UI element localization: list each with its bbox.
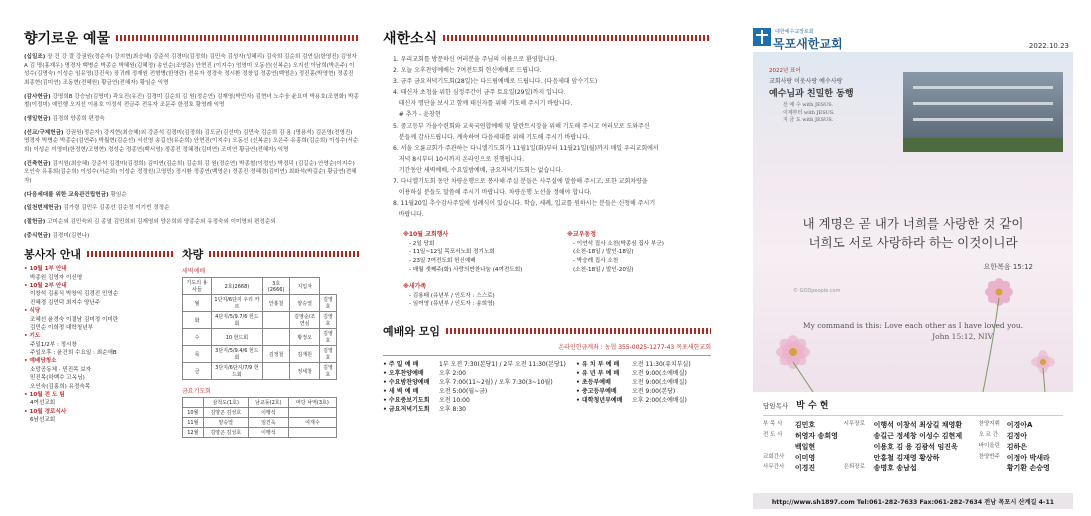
table-header-cell: 3호(2666) xyxy=(262,278,290,295)
offering-head: (선교/구제헌금) xyxy=(24,129,64,136)
staff-cell: 이행석 이창석 최상길 채영환 xyxy=(873,421,963,429)
servant-label: • 10월 전 도 팀 xyxy=(24,392,65,399)
table-cell xyxy=(288,428,336,438)
vehicle-title xyxy=(182,246,359,262)
worship-row xyxy=(576,360,711,369)
table-cell: 목 xyxy=(183,346,212,363)
offering-section xyxy=(24,129,359,155)
servant-line: 김민순 이희정 대학청년부 xyxy=(30,324,93,331)
table-cell: 김영호 xyxy=(319,329,336,346)
servant-item xyxy=(24,265,174,282)
servants-box xyxy=(24,246,174,438)
news-item: 분들께 감사드립니다. 계속하여 다음세대를 위해 기도해 주시기 바랍니다. xyxy=(393,133,590,141)
worship-row xyxy=(383,369,568,378)
year-theme-label: 2022년 표어 xyxy=(769,68,801,74)
offering-section xyxy=(24,204,359,213)
theme-line-1: 교회사랑 이웃사랑 예수사랑 xyxy=(769,78,843,85)
members-news-title: ※교우동정 xyxy=(567,231,597,239)
table-cell: 3단지/6단지/7/9 헌드회 xyxy=(212,363,263,380)
offerings-title-text: 향기로운 예물 xyxy=(24,31,111,47)
table-cell: 12월 xyxy=(183,428,204,438)
worship-name: • 수요중보기도회 xyxy=(383,396,430,404)
offering-list xyxy=(24,53,359,240)
worship-name: • 유 년 부 예 배 xyxy=(576,369,620,377)
staff-cell xyxy=(844,453,874,464)
table-row xyxy=(183,363,337,380)
title-rule xyxy=(209,251,359,257)
worship-time: 오후 2:00 xyxy=(439,369,466,377)
table-row xyxy=(183,329,337,346)
table-cell: 10월 xyxy=(183,408,204,418)
servant-item xyxy=(24,391,174,408)
worship-time: 오전 11:30(유치부실) xyxy=(632,360,691,368)
worship-name: • 새 벽 예 배 xyxy=(383,387,419,395)
worship-title-text: 예배와 모임 xyxy=(383,324,440,338)
column-news xyxy=(373,0,725,516)
staff-box xyxy=(753,392,1073,487)
news-item: 6. 서울 오륜교회가 주관하는 다니엘기도회가 11월1일(화)부터 11월21일(월)까지 매일 우리교회에서 xyxy=(393,144,659,152)
worship-time: 오후 7:00(11~2월) / 오후 7:30(3~10월) xyxy=(439,378,553,386)
staff-cell: 황기환 손승영 xyxy=(1006,464,1050,473)
servant-line: 이창석 김용식 박창익 김경진 민영순 xyxy=(30,291,119,298)
table-cell: 김정철 xyxy=(262,346,290,363)
theme-english xyxy=(783,102,835,125)
event-line: (소천-18일 / 발인-20일) xyxy=(573,266,634,273)
theme-line-2: 예수님과 친밀한 동행 xyxy=(769,89,854,99)
offering-text: 강명희B 강승남(김명미) 곽요진(유진) 김경미 김순희 김 원(정순연) 김재영(박민자) 김현녀 노수웅 윤요미 박용호(조현화) 박종철(이정미) 예민행 오지선 이용호 이정석 전금주 전유자 조문주 한정호 황영례 익명 xyxy=(24,93,359,109)
servant-line: 6남선교회 xyxy=(30,417,56,424)
servants-title xyxy=(24,246,174,262)
table-header-cell: 기도의 용사들 xyxy=(183,278,212,295)
staff-cell: 백일현 xyxy=(794,442,816,451)
contact-footer: http://www.sh1897.com Tel:061-282-7633 Fax:061-282-7634 전남 목포시 산계길 4-11 xyxy=(753,493,1073,509)
title-rule xyxy=(87,251,174,257)
servant-item xyxy=(24,408,174,425)
staff-row xyxy=(763,453,1063,464)
worship-time: 오전 5:00(월~금) xyxy=(439,387,488,395)
title-rule xyxy=(443,35,711,41)
worship-name: • 유 치 부 예 배 xyxy=(576,360,620,368)
worship-name: • 중고등부예배 xyxy=(576,387,617,395)
verse-english xyxy=(753,320,1073,343)
worship-row xyxy=(576,378,711,387)
worship-left xyxy=(383,360,568,414)
servant-label: • 기도 xyxy=(24,333,41,340)
table-row xyxy=(183,295,337,312)
staff-cell: 이경아A xyxy=(1006,421,1033,429)
news-item: 태신자 명단을 보시고 함께 태신자를 위해 기도해 주시기 바랍니다. xyxy=(393,100,573,108)
worship-time: 오전 9:00(소예배실) xyxy=(632,369,687,377)
staff-cell: 바이올린 xyxy=(978,442,1000,449)
news-title-text: 새한소식 xyxy=(383,31,438,47)
table-cell: 화 xyxy=(183,312,212,329)
title-rule xyxy=(446,328,711,334)
verse-kr-line-1: 내 계명은 곧 내가 너희를 사랑한 것 같이 xyxy=(802,216,1024,231)
table-row xyxy=(183,428,337,438)
church-events-title: ※10월 교회행사 xyxy=(403,231,449,239)
pastor-name: 박 수 현 xyxy=(796,401,829,411)
church-building-image xyxy=(903,72,1063,152)
offering-head: (중식헌금) xyxy=(24,232,51,239)
news-item: 4. 태신자 초청을 위한 심정주간이 금주 토요일(29일)까지 입니다. xyxy=(393,89,566,97)
staff-cell: 사무간사 xyxy=(763,464,785,471)
offering-head: (십일조) xyxy=(24,54,46,60)
staff-cell: 허영자 송희영 xyxy=(794,431,838,440)
event-line: - 임여영 (유년부 / 인도자 : 송희영) xyxy=(409,301,495,308)
church-name: 목포새한교회 xyxy=(773,37,843,51)
staff-cell: 전 도 사 xyxy=(763,431,783,438)
vehicle-box xyxy=(182,246,359,438)
watermark: © GODpeople.com xyxy=(793,288,841,294)
offering-head: (생일헌금) xyxy=(24,115,51,122)
table-cell: 11월 xyxy=(183,418,204,428)
event-line: - 23일 7여전도회 헌신예배 xyxy=(409,258,476,265)
table-cell: 김양곤 김성호 xyxy=(203,428,248,438)
worship-name: • 대학청년부예배 xyxy=(576,396,623,404)
table-cell: 김영호 xyxy=(319,312,336,329)
servant-item xyxy=(24,357,174,391)
table-cell: 김영호 xyxy=(319,346,336,363)
flower-illustration xyxy=(753,242,1073,392)
church-events-list xyxy=(403,240,563,275)
staff-cell xyxy=(763,442,795,453)
verse-kr-line-2: 너희도 서로 사랑하라 하는 이것이니라 xyxy=(808,235,1018,251)
news-item: 2. 오늘 오후찬양예배는 7여전도회 헌신예배로 드립니다. xyxy=(393,67,542,75)
event-line: - 이연석 집사 소천(박종심 집사 부군) xyxy=(573,240,664,247)
worship-name: • 금요저녁기도회 xyxy=(383,405,430,413)
staff-cell: 오 르 간 xyxy=(978,431,999,438)
news-list xyxy=(393,54,711,220)
theme-english-line: 이제부터 with JESUS. xyxy=(783,109,835,116)
verse-en-line-1: My command is this: Love each other as I have loved you. xyxy=(802,321,1024,330)
staff-cell: 김민호 xyxy=(794,421,816,429)
event-line: (소천-18일 / 발인-18일) xyxy=(573,249,634,256)
servant-label: • 예배당청소 xyxy=(24,358,57,365)
offering-text: 김경희 양종희 편정숙 xyxy=(50,115,105,122)
staff-cell: 찬양반주 xyxy=(978,453,1000,460)
offering-text: 김가령 김민우 김종선 김순정 이기빈 정정순 xyxy=(61,205,170,212)
verse-en-ref: John 15:12, NIV xyxy=(932,332,993,342)
servant-label: • 10월 경로식사 xyxy=(24,408,67,415)
friday-subtitle: 금요기도회 xyxy=(182,388,211,396)
table-row xyxy=(183,312,337,329)
column-offerings xyxy=(0,0,373,516)
table-header-cell: 삼척도(1호) xyxy=(203,398,248,408)
servant-line: 오인숙(김홍희) 유정숙목 xyxy=(30,383,91,390)
worship-title xyxy=(383,323,711,339)
members-news-list xyxy=(567,240,711,275)
table-cell: 월 xyxy=(183,295,212,312)
servant-line: 주일1/2부 : 정시창 xyxy=(30,341,77,348)
worship-row xyxy=(576,387,711,396)
table-row xyxy=(183,418,337,428)
theme-english-line: 선 예 수 with JESUS. xyxy=(783,102,834,108)
event-line: - 매월 셋째주(화) 사랑의반찬나눔 (4여전도회) xyxy=(409,266,523,273)
staff-cell xyxy=(844,442,874,453)
dawn-subtitle: 새벽예배 xyxy=(182,268,206,276)
table-cell: 이행석 xyxy=(248,428,288,438)
table-cell: 김영순/조연심 xyxy=(290,312,320,329)
table-header-cell: 남교동(2호) xyxy=(248,398,288,408)
offering-head: (다음세대를 위한 교육관건립헌금) xyxy=(24,191,109,198)
table-header-cell: 2호(2668) xyxy=(212,278,263,295)
staff-cell: 찬양지휘 xyxy=(978,421,1000,427)
staff-cell: 부 목 사 xyxy=(763,421,783,427)
worship-row xyxy=(383,396,568,405)
offering-text: 김지원(최승혜) 강준석 김경미(김정희) 김미연(김순희) 김순희 김 원(정순연) 박종철(이정인) 박정덕 (김길순) 안영순(이지수) 오인숙 유홍희(김순희) 이성수(서순희) 이성순 정정원(고영민) 정시환 정종연(백영은) 정종진 정혜경(김미연) 최화석(박길순) 황금연(전혜자) xyxy=(24,160,357,184)
events-right xyxy=(567,230,711,309)
worship-row xyxy=(576,369,711,378)
worship-time: 오전 9:00(본당) xyxy=(632,387,676,395)
table-cell xyxy=(262,329,290,346)
table-cell: 수 xyxy=(183,329,212,346)
new-family-list xyxy=(403,292,563,309)
table-header-cell: 지입자 xyxy=(290,278,320,295)
logo-cross-icon xyxy=(753,28,771,46)
news-item: 1. 우리교회를 방문하신 여러분을 주님의 이름으로 환영합니다. xyxy=(393,56,557,63)
worship-name: • 오후찬양예배 xyxy=(383,369,424,377)
staff-cell: 안홍철 김재영 황상하 xyxy=(873,453,940,462)
table-cell: 여재수 xyxy=(288,418,336,428)
staff-row xyxy=(763,442,1063,453)
worship-row xyxy=(383,405,568,414)
table-row xyxy=(183,346,337,363)
servant-line: 소망공동체 · 믿진목 보자 xyxy=(30,366,92,373)
worship-row xyxy=(383,378,568,387)
staff-list xyxy=(763,420,1063,474)
events-left xyxy=(403,230,563,309)
table-row xyxy=(183,408,337,418)
worship-name: • 주 일 예 배 xyxy=(383,360,419,368)
verse-reference: 요한복음 15:12 xyxy=(983,263,1033,271)
table-cell: 김재원 xyxy=(290,346,320,363)
table-cell: 김영호 xyxy=(319,295,336,312)
staff-cell: 교회간사 xyxy=(763,453,785,460)
staff-cell xyxy=(979,463,1007,474)
worship-time: 오전 9:00(소예배실) xyxy=(632,378,687,386)
worship-time: 1부 오전 7:30(본당1) / 2부 오전 11:30(본당1) xyxy=(439,360,566,368)
servant-item xyxy=(24,332,174,357)
denomination: 대한예수교장로회 xyxy=(775,29,814,35)
table-cell: 이행석 xyxy=(248,408,288,418)
servant-line: 박종원 김영자 이신영 xyxy=(30,274,83,281)
staff-cell: 이미영 xyxy=(794,453,816,462)
staff-cell: 이경진 xyxy=(794,464,816,473)
servant-item xyxy=(24,307,174,332)
news-item: 5. 중고등부 가을수련회와 교육국연합예배 및 달란트시장을 위해 기도해 주시고 여러모로 도와주신 xyxy=(393,122,650,130)
news-item: # 추가 - 윤창현 xyxy=(393,111,441,119)
staff-cell: 김하은 xyxy=(1006,442,1028,451)
worship-time: 오후 8:30 xyxy=(439,405,466,413)
staff-row xyxy=(763,431,1063,442)
offering-text: 황임순 xyxy=(108,191,127,198)
news-title xyxy=(383,28,711,48)
cover-image xyxy=(753,52,1073,392)
theme-english-line: 지 금 도 with JESUS. xyxy=(783,117,834,123)
worship-right xyxy=(576,360,711,414)
servant-label: • 10월 2부 안내 xyxy=(24,282,67,289)
servants-list xyxy=(24,265,174,424)
staff-cell: 송명호 송남섭 xyxy=(873,464,917,473)
table-header-row xyxy=(183,398,337,408)
table-cell: 황정오 xyxy=(290,329,320,346)
news-item: 기간동안 새벽예배, 수요일밤예배, 금요저녁기도회는 없습니다. xyxy=(393,166,563,174)
events-row xyxy=(403,230,711,309)
servant-line: 믿진목(하백수 고옥님) xyxy=(30,375,85,382)
servants-title-text: 봉사자 안내 xyxy=(24,248,81,262)
staff-row xyxy=(763,463,1063,474)
offering-section xyxy=(24,232,359,241)
news-item: 바랍니다. xyxy=(393,211,424,219)
offering-section xyxy=(24,191,359,200)
table-cell: 금 xyxy=(183,363,212,380)
offering-section xyxy=(24,93,359,110)
table-cell: 양승열 xyxy=(203,418,248,428)
dawn-vehicle-table xyxy=(182,277,337,380)
bulletin-date: 2022.10.23 xyxy=(1028,42,1069,50)
servant-line: 진혜경 김민덕 최지수 양난주 xyxy=(30,299,101,306)
new-family-title: ※새가족 xyxy=(403,283,427,291)
news-item: 이용하실 분들도 말씀해 주시기 바랍니다. 차량운행 노선을 정해야 합니다. xyxy=(393,189,592,197)
staff-row xyxy=(763,420,1063,431)
staff-cell: 김정아 xyxy=(1006,431,1028,440)
offering-section xyxy=(24,115,359,124)
offering-text: 장 건 강 결 강권원(정순자) 강지현(최승혜) 강준석 김경미(김정희) 김민숙 김성자(성혜리) 김숙희 김순희 김연실(한영진) 김영자A 김 명(홍재우) 명경자 백병순 박종순 박혜원(김혜정) 송인순(조영준) 안현진 (이지수) 엄영미 오동선(신복순) 오지선 이남희(박은주) 이성수(김명숙) 이성순 임유영(강진욱) 장귀례 정재원 전형병(한영란) 전유자 정경숙 정시환 정창섭 정종연(백영은) 정진홍(박영현) 정종진 최종현(김미연) 조동현(전혜원) 황금연(전혜자) 황임순 익명 xyxy=(24,54,357,86)
worship-time: 오전 10:00 xyxy=(439,396,470,404)
event-line: - 2일 당회 xyxy=(409,240,435,247)
offering-text: 강권원(정순자) 강지현(최승혜)외 강준석 김경미(김정희) 김도균(김선미) 김민숙 김순희 김 용 (명용석) 김은영(전영진) 명경자 박병순 박종순(김연주) 박월현(김순선) 서선영 송길선(유순희) 안현진(이지수) 오동선 (신복순) 오은주 유홍희(김순희) 이성수(서순희) 이성순 이영미(한정현/고명현) 정성순 정종연(백서영) 정종진 정혜경(김미연) 조미연 황금연(전혜자) 익명 xyxy=(24,129,359,153)
event-line: - 11일~12일 목포서노회 정기노회 xyxy=(409,249,495,256)
servant-label: • 10월 1부 안내 xyxy=(24,266,67,273)
table-header-cell: 머당 낙역(3호) xyxy=(288,398,336,408)
worship-name: • 수요밤찬양예배 xyxy=(383,378,430,386)
servant-label: • 식당 xyxy=(24,308,41,315)
news-item: 저녁 8시부터 10시까지 온라인으로 진행됩니다. xyxy=(393,155,525,163)
offering-section xyxy=(24,53,359,88)
staff-cell: 이정아 박새라 xyxy=(1006,453,1050,462)
worship-row xyxy=(383,387,568,396)
servant-item xyxy=(24,282,174,307)
offering-section xyxy=(24,218,359,227)
news-item: 3. 금주 금요저녁기도회(28일)는 다드림예배로 드립니다. (다음세대 암수기도) xyxy=(393,78,598,86)
vehicle-title-text: 차량 xyxy=(182,248,204,262)
news-item: 8. 11월20일 추수감사주일에 성례식이 있습니다. 학습, 세례, 입교를 원하시는 분들은 신청해 주시기 xyxy=(393,200,656,208)
staff-cell xyxy=(844,431,874,442)
offering-text: 김경미(김현나) xyxy=(50,232,90,239)
worship-time: 오후 2:00(소예배실) xyxy=(632,396,687,404)
table-cell: 10 헌드회 xyxy=(212,329,263,346)
table-cell xyxy=(288,408,336,418)
table-cell: 양승열 xyxy=(290,295,320,312)
table-cell xyxy=(262,363,290,380)
table-cell xyxy=(262,312,290,329)
offering-head: (감사헌금) xyxy=(24,93,51,100)
table-header-cell xyxy=(183,398,204,408)
staff-cell: 이용호 김 용 김광석 임진욱 xyxy=(873,442,958,451)
staff-cell: 은퇴장로 xyxy=(843,464,865,471)
pastor-label: 담임목사 xyxy=(763,402,789,410)
table-cell: 정세창 xyxy=(290,363,320,380)
event-line: - 김용태 (유년부 / 인도자 : 스스로) xyxy=(409,292,495,299)
table-cell: 김양곤 김성호 xyxy=(203,408,248,418)
worship-row xyxy=(383,360,568,369)
event-line: - 박승례 집사 소천 xyxy=(573,258,619,265)
table-cell: 김영호 xyxy=(319,363,336,380)
offerings-title xyxy=(24,28,359,48)
worship-row xyxy=(576,396,711,405)
worship-grid xyxy=(383,355,711,414)
table-cell: 3단지/5/9.4/6 헌드회 xyxy=(212,346,263,363)
table-header-row xyxy=(183,278,337,295)
worship-name: • 초등부예배 xyxy=(576,378,611,386)
senior-pastor xyxy=(763,398,1063,416)
offering-head: (건축헌금) xyxy=(24,160,51,167)
news-item: 7. 다니엘기도회 동안 차량운행으로 봉사해 주실 분들은 사무실에 말씀해 주시고, 또한 교회차량을 xyxy=(393,178,648,186)
table-cell: 4단지/5/9.7/6 헌드회 xyxy=(212,312,263,329)
table-cell: 임진욱 xyxy=(248,418,288,428)
staff-cell: 송길근 정세창 이성수 김현제 xyxy=(873,431,963,440)
offering-text: 고미순외 김민숙외 김 종열 김민희외 김재영외 양은희외 양종순외 유정숙외 이미영외 편정순외 xyxy=(45,218,276,225)
staff-cell: 시무장로 xyxy=(843,421,865,427)
offering-head: (절헌금) xyxy=(24,218,46,225)
servant-line: 4여선교회 xyxy=(30,400,56,407)
column-cover xyxy=(725,0,1091,516)
lower-row xyxy=(24,246,359,438)
servant-line: 주일오후 : 윤건희 수요일 : 최순애B xyxy=(30,350,117,357)
title-rule xyxy=(116,35,359,41)
offering-section xyxy=(24,160,359,186)
table-cell: 안홍철 xyxy=(262,295,290,312)
servant-line: 조혜선 윤경숙 이결남 김미정 이미란 xyxy=(30,316,119,323)
offering-account: 온라인헌금계좌 : 농협 355-0025-1277-43 목포새한교회 xyxy=(558,343,711,351)
table-cell: 1단지/6단지 우리 카르 xyxy=(212,295,263,312)
offering-head: (일천번제헌금) xyxy=(24,205,62,212)
friday-vehicle-table xyxy=(182,397,337,438)
